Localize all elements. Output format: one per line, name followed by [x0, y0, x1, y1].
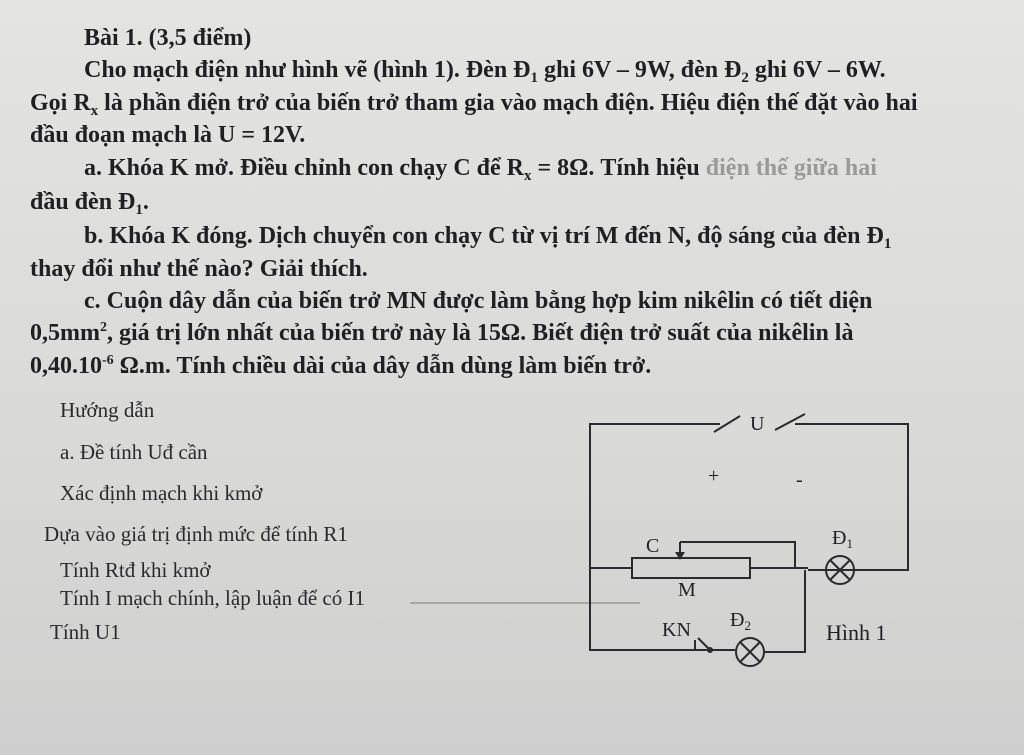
- problem-line-2: Gọi $R_x$ là phần điện trở của biến trở tham gia vào mạch điện. Hiệu điện thế đặt vào hai: [30, 90, 918, 119]
- question-c: c. Cuộn dây dẫn của biến trở MN được làm bằng hợp kim nikêlin có tiết diện: [84, 288, 873, 314]
- problem-heading: Bài 1. (3,5 điểm): [84, 25, 252, 51]
- switch-contact: [707, 647, 713, 653]
- question-a-cont: đầu đèn $Đ_1$.: [30, 189, 149, 218]
- hint-2: Xác định mạch khi kmở: [60, 481, 263, 505]
- slider-wire: [680, 542, 795, 568]
- problem-line-1: Cho mạch điện như hình vẽ (hình 1). Đèn $Đ_1$ ghi 6V – 9W, đèn $Đ_2$ ghi 6V – 6W.: [84, 57, 886, 86]
- label-d2: $Đ_2$: [730, 609, 751, 633]
- label-u: U: [750, 413, 765, 435]
- label-plus: +: [708, 465, 720, 487]
- label-minus: -: [796, 469, 803, 491]
- label-d1: $Đ_1$: [832, 527, 853, 551]
- hints-title: Hướng dẫn: [60, 398, 155, 422]
- question-c-cont-1: $0,5mm^2$, giá trị lớn nhất của biến trở này là 15Ω. Biết điện trở suất của nikêlin là: [30, 320, 854, 346]
- hint-1: a. Đề tính Uđ cần: [60, 440, 208, 464]
- label-kn: KN: [662, 619, 691, 641]
- label-m: M: [678, 579, 696, 601]
- rheostat-mn: [632, 558, 750, 578]
- question-c-cont-2: $0,40.10^{-6}$ Ω.m. Tính chiều dài của dây dẫn dùng làm biến trở.: [30, 353, 652, 379]
- figure-caption: Hình 1: [826, 620, 887, 645]
- hint-5: Tính I mạch chính, lập luận để có I1: [60, 586, 365, 610]
- question-a: a. Khóa K mở. Điều chỉnh con chạy C để $R_x = 8\Omega$. Tính hiệu điện thế giữa hai: [84, 155, 877, 184]
- hint-3: Dựa vào giá trị định mức để tính R1: [44, 522, 348, 546]
- hint-4: Tính Rtđ khi kmở: [60, 558, 211, 582]
- question-b: b. Khóa K đóng. Dịch chuyển con chạy C từ vị trí M đến N, độ sáng của đèn $Đ_1$: [84, 223, 892, 252]
- source-terminal-minus: [775, 414, 805, 430]
- label-c: C: [646, 535, 660, 557]
- problem-line-3: đầu đoạn mạch là U = 12V.: [30, 122, 306, 148]
- hint-6: Tính U1: [50, 620, 121, 644]
- question-b-cont: thay đổi như thế nào? Giải thích.: [30, 256, 368, 282]
